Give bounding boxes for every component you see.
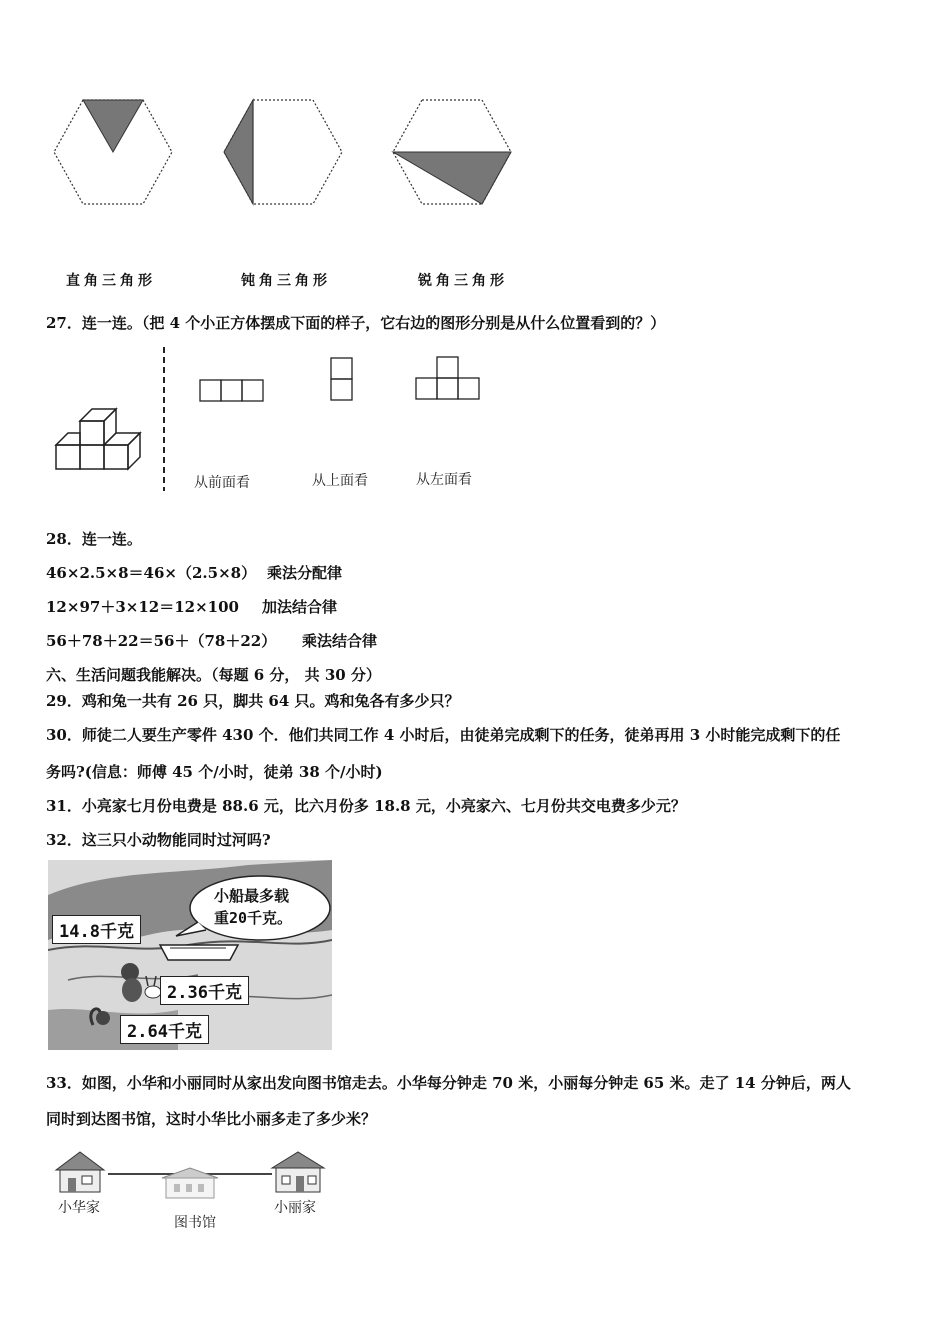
question-27: 27．连一连。（把 4 个小正方体摆成下面的样子，它右边的图形分别是从什么位置看到的？） [46,314,666,332]
place-library: 图书馆 [174,1215,216,1231]
question-30-line2: 务吗?(信息：师傅 45 个/小时，徒弟 38 个/小时) [46,763,383,781]
equation-1: 46×2.5×8＝46×（2.5×8） [46,564,257,582]
place-xiaoli-home: 小丽家 [274,1200,316,1216]
law-1: 乘法分配律 [267,564,343,582]
question-29: 29．鸡和兔一共有 26 只，脚共 64 只。鸡和兔各有多少只？ [46,692,460,710]
hexagon-acute-triangle [393,100,511,204]
xiaohua-house-icon [56,1152,104,1192]
law-2: 加法结合律 [262,598,338,616]
river-boat-picture [48,860,332,1050]
bubble-text-line1: 小船最多载 [214,887,290,905]
view-top-label: 从上面看 [312,473,368,489]
hexagon-figures [40,90,540,220]
label-acute-triangle: 锐角三角形 [418,273,508,289]
xiaoli-house-icon [272,1152,324,1192]
question-28: 28．连一连。 [46,530,142,548]
library-icon [162,1168,218,1198]
label-right-triangle: 直角三角形 [66,273,156,289]
question-33-line2: 同时到达图书馆，这时小华比小丽多走了多少米？ [46,1110,377,1128]
label-obtuse-triangle: 钝角三角形 [241,273,331,289]
boat-icon [160,945,238,960]
law-3: 乘法结合律 [302,632,378,650]
hexagon-obtuse-triangle [224,100,342,204]
equation-2: 12×97＋3×12＝12×100 [46,598,239,616]
question-33-line1: 33．如图，小华和小丽同时从家出发向图书馆走去。小华每分钟走 70 米，小丽每分钟走 65 米。走了 14 分钟后，两人 [46,1074,851,1092]
question-32: 32．这三只小动物能同时过河吗? [46,831,271,849]
section-6-title: 六、生活问题我能解决。（每题 6 分， 共 30 分） [46,666,381,684]
weight-tag-monkey: 14.8千克 [52,915,141,944]
view-front-label: 从前面看 [194,475,250,491]
hexagon-right-triangle [54,100,172,204]
view-left-shape [416,357,479,399]
question-30-line1: 30．师徒二人要生产零件 430 个．他们共同工作 4 小时后，由徒弟完成剩下的任务，徒弟再用 3 小时能完成剩下的任 [46,726,841,744]
view-front-shape [200,380,263,401]
view-top-shape [331,358,352,400]
question-31: 31．小亮家七月份电费是 88.6 元，比六月份多 18.8 元，小亮家六、七月份共交电费多少元？ [46,797,686,815]
place-xiaohua-home: 小华家 [58,1200,100,1216]
weight-tag-rabbit: 2.36千克 [160,976,249,1005]
monkey-icon [121,963,142,1002]
bubble-text-line2: 重20千克。 [214,909,293,927]
weight-tag-squirrel: 2.64千克 [120,1015,209,1044]
equation-3: 56＋78＋22＝56＋（78＋22） [46,632,277,650]
view-left-label: 从左面看 [416,472,472,488]
